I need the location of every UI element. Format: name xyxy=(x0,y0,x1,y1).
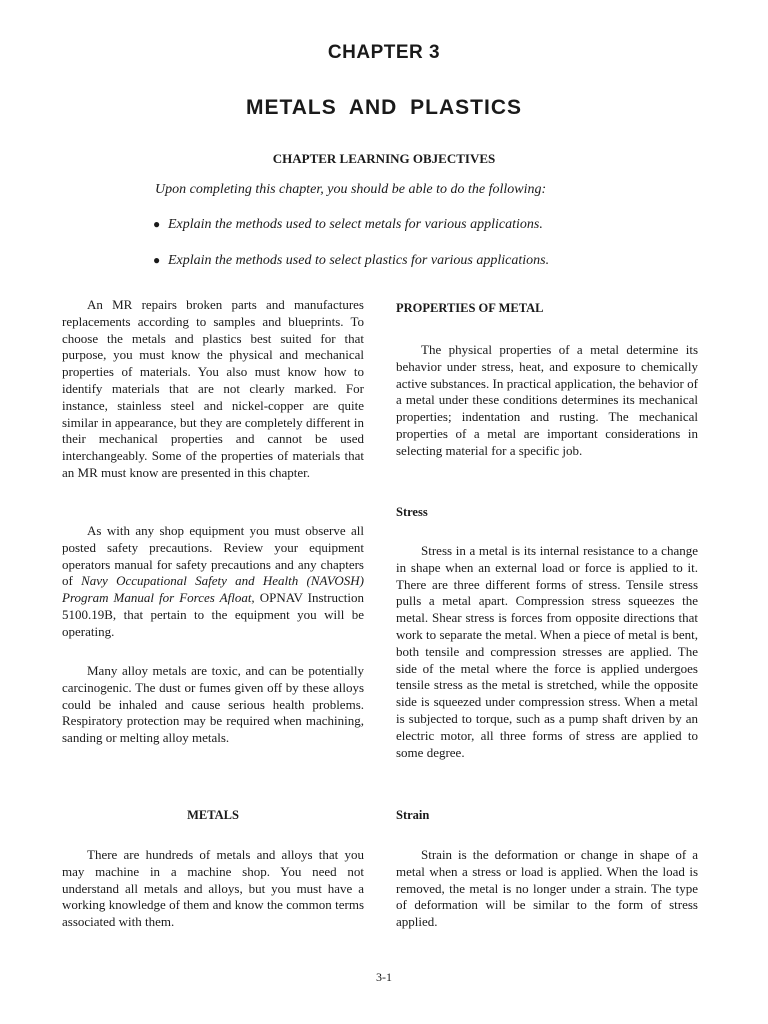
objective-item xyxy=(153,253,549,269)
safety-text-end: OPNAV Instruction 5100.19B, that pertain to the equipment you will be operating. xyxy=(62,590,364,639)
properties-paragraph: The physical properties of a metal determine its behavior under stress, heat, and exposure to chemically active substances. In practical application, the behavior of a metal under these conditions determines its mechanical properties; indentation and rusting. The mechanical properties of a metal are important considerations in selecting material for a specific job. xyxy=(396,342,698,458)
objective-text: Explain the methods used to select plastics for various applications. xyxy=(168,253,550,268)
chapter-label: CHAPTER 3 xyxy=(327,42,441,63)
strain-paragraph: Strain is the deformation or change in shape of a metal when a stress or load is applied. When the load is removed, the metal is no longer under a strain. The type of deformation will be similar to the form of stress applied. xyxy=(396,847,698,930)
page-number: 3-1 xyxy=(376,970,392,984)
stress-heading: Stress xyxy=(396,505,428,519)
stress-paragraph: Stress in a metal is its internal resistance to a change in shape when an external load or force is applied to it. There are three different forms of stress. Tensile stress pulls a metal apart. Compression stress squeezes the metal. Shear stress is forces from opposite directions that work to separate the metal. When a piece of metal is bent, both tensile and compression stresses are applied. The side of the metal where the force is applied undergoes tensile stress as the metal is stretched, while the opposite side is squeezed under compression stress. When a metal is subjected to torque, such as a pump shaft driven by an electric motor, all three forms of stress are applied to some degree. xyxy=(396,543,698,760)
objectives-heading: CHAPTER LEARNING OBJECTIVES xyxy=(272,151,496,166)
properties-heading: PROPERTIES OF METAL xyxy=(396,301,544,315)
metals-heading: METALS xyxy=(187,808,239,822)
navosh-manual-title: Navy Occupational Safety and Health (NAVOSH) Program Manual for Forces Afloat, xyxy=(62,573,364,606)
safety-text-start: As with any shop equipment you must observe all posted safety precautions. Review your equipment operators manual for safety precautions and any chapters of xyxy=(62,523,364,589)
chapter-title: METALS AND PLASTICS xyxy=(246,96,522,119)
intro-paragraph: An MR repairs broken parts and manufactures replacements according to samples and blueprints. To choose the metals and plastics best suited for that purpose, you must know the physical and mechanical properties of materials. You also must know how to identify materials that are not clearly marked. For instance, stainless steel and nickel-copper are quite similar in appearance, but they are completely different in their mechanical properties and cannot be used interchangeably. Some of the properties of materials that an MR must know are presented in this chapter. xyxy=(62,297,364,480)
safety-paragraph xyxy=(62,523,364,641)
bullet-icon: ● xyxy=(153,253,161,267)
metals-paragraph: There are hundreds of metals and alloys that you may machine in a machine shop. You need not understand all metals and alloys, but you must have a working knowledge of them and know the common terms associated with them. xyxy=(62,847,364,930)
strain-heading: Strain xyxy=(396,808,430,822)
objective-item xyxy=(153,217,543,233)
toxic-alloys-paragraph: Many alloy metals are toxic, and can be potentially carcinogenic. The dust or fumes given off by these alloys could be inhaled and cause serious health problems. Respiratory protection may be required when machining, sanding or melting alloy metals. xyxy=(62,663,364,746)
objectives-intro: Upon completing this chapter, you should be able to do the following: xyxy=(155,182,547,197)
objective-text: Explain the methods used to select metals for various applications. xyxy=(168,217,543,232)
bullet-icon: ● xyxy=(153,217,161,231)
